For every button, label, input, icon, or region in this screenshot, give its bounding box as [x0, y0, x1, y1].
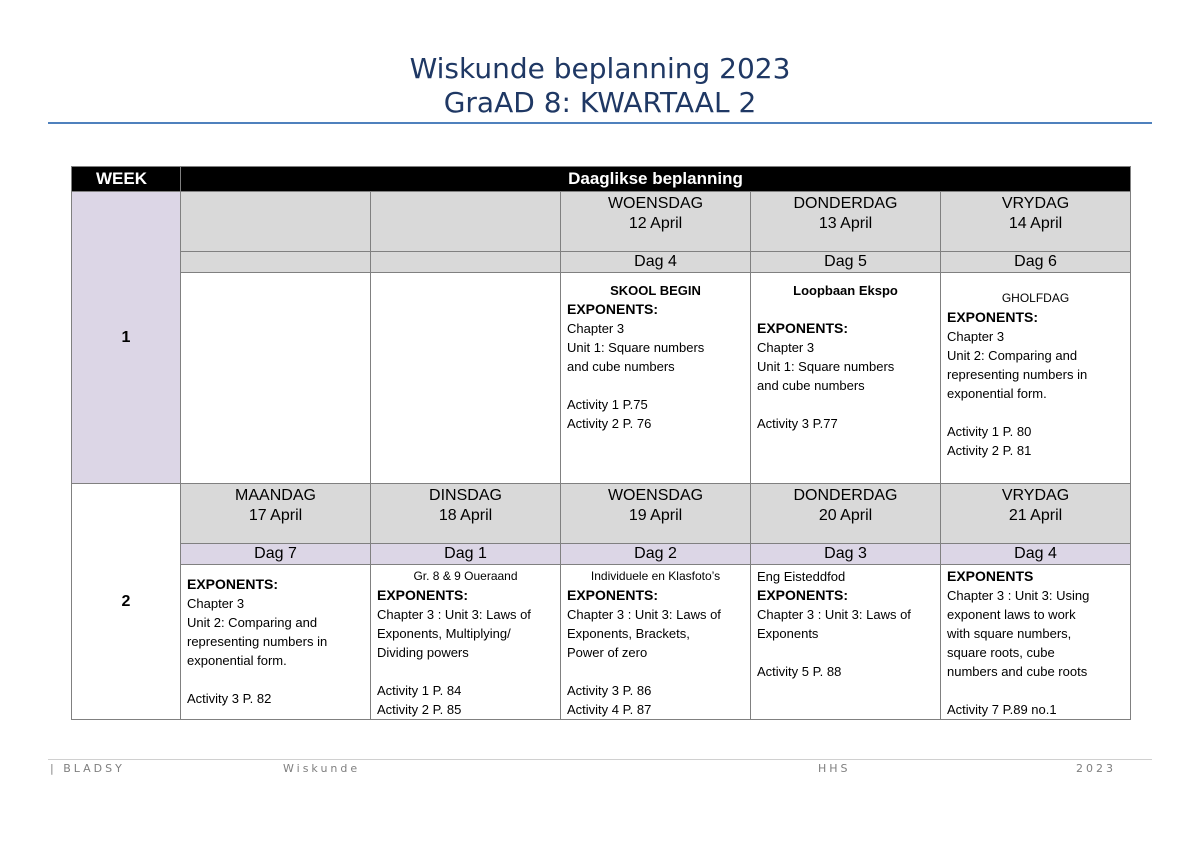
day-name: DONDERDAG [793, 487, 898, 504]
activity-label: Activity 2 P. 76 [567, 416, 652, 431]
dag-label [181, 252, 371, 273]
planning-table [71, 166, 1131, 720]
day-date: 21 April [1008, 507, 1063, 524]
day-name: VRYDAG [1001, 195, 1070, 212]
day-name: MAANDAG [235, 487, 316, 504]
lesson-cell: Eng Eisteddfod EXPONENTS: Chapter 3 : Unit 3: Laws of Exponents Activity 5 P. 88 [751, 565, 941, 720]
week2-dag-row [72, 544, 1131, 565]
dag-label: Dag 5 [751, 252, 941, 273]
event-label: SKOOL BEGIN [610, 283, 701, 298]
day-date: 13 April [818, 215, 873, 232]
lesson-cell: EXPONENTS: Chapter 3 Unit 2: Comparing and representing numbers in exponential form. Activity 3 P. 82 [181, 565, 371, 720]
day-name: DINSDAG [429, 487, 502, 504]
footer-subject: Wiskunde [283, 762, 361, 775]
dag-label [371, 252, 561, 273]
lesson-cell: EXPONENTS Chapter 3 : Unit 3: Using exponent laws to work with square numbers, square roots, cube numbers and cube roots Activity 7 P.89 no.1 [941, 565, 1131, 720]
week-number-cell: 1 [72, 192, 181, 484]
day-date: 14 April [1008, 215, 1063, 232]
day-header [181, 484, 371, 544]
day-name: VRYDAG [1001, 487, 1070, 504]
footer-divider [48, 759, 1152, 760]
day-date: 18 April [438, 507, 493, 524]
event-label: GHOLFDAG [1001, 291, 1070, 305]
day-header [181, 192, 371, 252]
dag-label: Dag 4 [941, 544, 1131, 565]
day-header [561, 484, 751, 544]
page-title [48, 52, 1152, 120]
footer-year: 2023 [1076, 762, 1116, 775]
day-header [561, 192, 751, 252]
footer-school: HHS [818, 762, 851, 775]
activity-label: Activity 2 P. 81 [947, 443, 1032, 458]
dag-label: Dag 4 [561, 252, 751, 273]
title-line-2: GraAD 8: KWARTAAL 2 [443, 86, 757, 119]
day-header [371, 484, 561, 544]
day-date: 20 April [818, 507, 873, 524]
activity-label: Activity 3 P.77 [757, 416, 838, 431]
title-line-1: Wiskunde beplanning 2023 [409, 52, 791, 85]
day-name: DONDERDAG [793, 195, 898, 212]
activity-label: Activity 2 P. 85 [377, 702, 462, 717]
footer-page-label: | BLADSY [50, 762, 125, 775]
week-number-cell: 2 [72, 484, 181, 720]
topic-heading: EXPONENTS: [757, 587, 849, 603]
table-header-row [72, 167, 1131, 192]
lesson-cell: SKOOL BEGIN EXPONENTS: Chapter 3 Unit 1: Square numbers and cube numbers Activity 1 P.75 Activity 2 P. 76 [561, 273, 751, 484]
day-date: 17 April [248, 507, 303, 524]
topic-heading: EXPONENTS: [947, 309, 1039, 325]
topic-heading: EXPONENTS: [757, 320, 849, 336]
dag-label: Dag 7 [181, 544, 371, 565]
week2-day-row [72, 484, 1131, 544]
activity-label: Activity 1 P. 80 [947, 424, 1032, 439]
dag-label: Dag 6 [941, 252, 1131, 273]
lesson-cell-empty [181, 273, 371, 484]
activity-label: Activity 1 P.75 [567, 397, 648, 412]
day-header [941, 192, 1131, 252]
topic-heading: EXPONENTS: [187, 576, 279, 592]
dag-label: Dag 2 [561, 544, 751, 565]
day-name: WOENSDAG [607, 487, 704, 504]
event-label: Gr. 8 & 9 Oueraand [413, 569, 518, 583]
lesson-cell: GHOLFDAG EXPONENTS: Chapter 3 Unit 2: Comparing and representing numbers in exponential form. Activity 1 P. 80 Activity 2 P. 81 [941, 273, 1131, 484]
topic-heading: EXPONENTS: [567, 301, 659, 317]
day-header [751, 192, 941, 252]
activity-label: Activity 5 P. 88 [757, 664, 842, 679]
day-date: 12 April [628, 215, 683, 232]
day-header [941, 484, 1131, 544]
lesson-cell: Gr. 8 & 9 Oueraand EXPONENTS: Chapter 3 : Unit 3: Laws of Exponents, Multiplying/ Dividing powers Activity 1 P. 84 Activity 2 P. 85 [371, 565, 561, 720]
lesson-cell-empty [371, 273, 561, 484]
lesson-cell: Loopbaan Ekspo EXPONENTS: Chapter 3 Unit 1: Square numbers and cube numbers Activity 3 P.77 [751, 273, 941, 484]
event-label: Loopbaan Ekspo [793, 283, 898, 298]
daily-planning-header: Daaglikse beplanning [181, 167, 1131, 192]
lesson-cell: Individuele en Klasfoto’s EXPONENTS: Chapter 3 : Unit 3: Laws of Exponents, Brackets, Power of zero Activity 3 P. 86 Activity 4 P. 87 [561, 565, 751, 720]
event-label: Eng Eisteddfod [757, 569, 846, 584]
activity-label: Activity 4 P. 87 [567, 702, 652, 717]
day-date: 19 April [628, 507, 683, 524]
activity-label: Activity 1 P. 84 [377, 683, 462, 698]
day-header [751, 484, 941, 544]
topic-heading: EXPONENTS: [377, 587, 469, 603]
topic-heading: EXPONENTS [947, 568, 1034, 584]
dag-label: Dag 1 [371, 544, 561, 565]
week1-day-row [72, 192, 1131, 252]
activity-label: Activity 3 P. 82 [187, 691, 272, 706]
day-name: WOENSDAG [607, 195, 704, 212]
event-label: Individuele en Klasfoto’s [590, 569, 721, 583]
week-header: WEEK [72, 167, 181, 192]
week1-dag-row [72, 252, 1131, 273]
day-header [371, 192, 561, 252]
title-divider [48, 122, 1152, 124]
topic-heading: EXPONENTS: [567, 587, 659, 603]
week2-content-row [72, 565, 1131, 720]
dag-label: Dag 3 [751, 544, 941, 565]
activity-label: Activity 7 P.89 no.1 [947, 702, 1057, 717]
week1-content-row [72, 273, 1131, 484]
activity-label: Activity 3 P. 86 [567, 683, 652, 698]
